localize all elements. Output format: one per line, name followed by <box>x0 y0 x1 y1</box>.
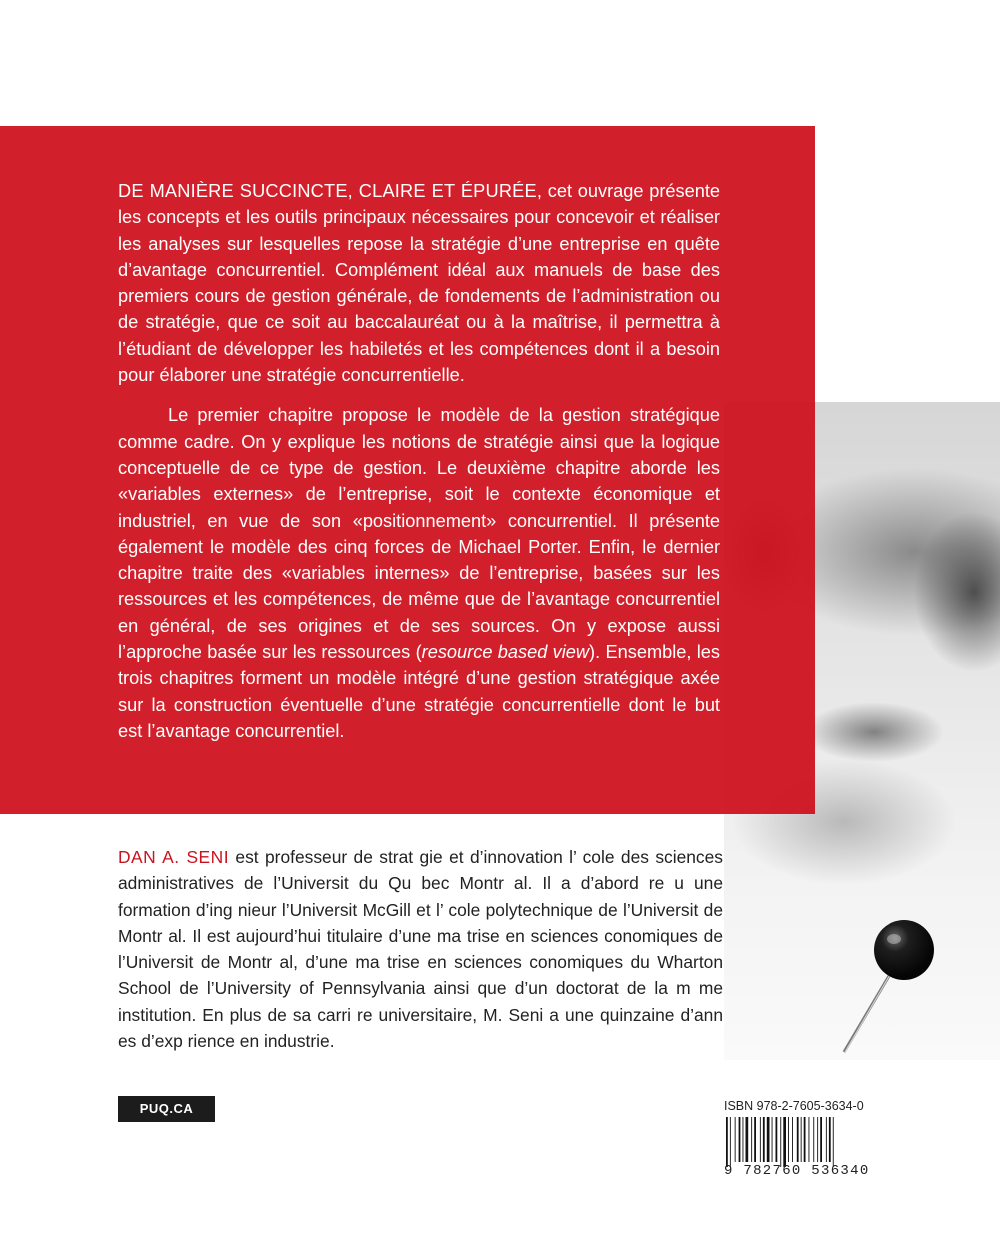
barcode-bar <box>772 1117 773 1162</box>
barcode-bar <box>783 1117 786 1167</box>
summary-panel <box>0 126 815 814</box>
author-bio <box>118 844 723 1054</box>
barcode-digits: 9 782760 536340 <box>724 1163 870 1179</box>
summary-p2-text-b: ). Ensemble, les trois chapitres forment un modèle intégré d’une gestion stratégique axée sur la construction éventuelle d’une stratégie concurrentielle dont le but est l’avantage concurrentiel. <box>118 642 720 741</box>
barcode-bar <box>763 1117 765 1162</box>
barcode-bar <box>829 1117 831 1162</box>
barcode-bar <box>746 1117 749 1162</box>
barcode-bar <box>739 1117 741 1162</box>
barcode-bar <box>730 1117 731 1167</box>
barcode-bar <box>735 1117 736 1162</box>
barcode-bar <box>826 1117 827 1162</box>
barcode-bar <box>726 1117 728 1167</box>
author-name: DAN A. SENI <box>118 847 230 867</box>
author-bio-text: est professeur de strat gie et d’innovation l’ cole des sciences administratives de l’Universit du Qu bec Montr al. Il a d’abord re u une formation d’ing nieur l’Universit McGill et l’ cole polytechnique de l’Universit de Montr al. Il est aujourd’hui titulaire d’une ma trise en sciences conomiques de l’Universit de Montr al, d’une ma trise en sciences conomiques du Wharton School de l’University of Pennsylvania ainsi que d’un doctorat de la m me institution. En plus de sa carri re universitaire, M. Seni a une quinzaine d’ann es d’exp rience en industrie. <box>118 847 723 1052</box>
barcode-bar <box>813 1117 814 1162</box>
barcode-bar <box>788 1117 789 1162</box>
barcode-bar <box>804 1117 806 1162</box>
barcode-bar <box>809 1117 810 1162</box>
summary-p1-text: cet ouvrage présente les concepts et les outils principaux nécessaires pour concevoir et réaliser les analyses sur lesquelles repose la stratégie d’une entreprise en quête d’avantage concurrentiel. Complément idéal aux manuels de base des premiers cours de gestion générale, de fondements de l’administration ou de stratégie, que ce soit au baccalauréat ou à la maîtrise, il permettra à l’étudiant de développer les habiletés et les compétences dont il a besoin pour élaborer une stratégie concurrentielle. <box>118 181 720 386</box>
barcode-bar <box>767 1117 770 1162</box>
barcode-bar <box>760 1117 761 1162</box>
summary-p2-text-a: Le premier chapitre propose le modèle de la gestion stratégique comme cadre. On y explique les notions de stratégie ainsi que la logique conceptuelle de ce type de gestion. Le deuxième chapitre aborde les «variables externes» de l’entreprise, soit le contexte économique et industriel, en vue de son «positionnement» concurrentiel. Il présente également le modèle des cinq forces de Michael Porter. Enfin, le dernier chapitre traite des «variables internes» de l’entreprise, basées sur les ressources et les compétences, de même que de l’avantage concurrentiel en général, de ses origines et de ses sources. On y expose aussi l’approche basée sur les ressources ( <box>118 405 720 663</box>
publisher-badge: PUQ.CA <box>118 1096 215 1122</box>
barcode-bar <box>797 1117 799 1162</box>
summary-paragraph-2 <box>118 402 720 744</box>
barcode-bar <box>754 1117 756 1162</box>
barcode-bar <box>743 1117 744 1162</box>
summary-paragraph-1 <box>118 178 720 388</box>
isbn-label: ISBN 978-2-7605-3634-0 <box>724 1099 864 1113</box>
barcode-bar <box>801 1117 802 1162</box>
barcode-bar <box>833 1117 834 1167</box>
barcode-bar <box>780 1117 781 1167</box>
summary-lead: DE MANIÈRE SUCCINCTE, CLAIRE ET ÉPURÉE, <box>118 181 543 201</box>
barcode-bar <box>820 1117 822 1162</box>
summary-p2-italic: resource based view <box>421 642 590 663</box>
barcode-bar <box>776 1117 778 1162</box>
barcode-bar <box>817 1117 818 1162</box>
barcode-bar <box>751 1117 752 1162</box>
barcode-bar <box>792 1117 793 1162</box>
